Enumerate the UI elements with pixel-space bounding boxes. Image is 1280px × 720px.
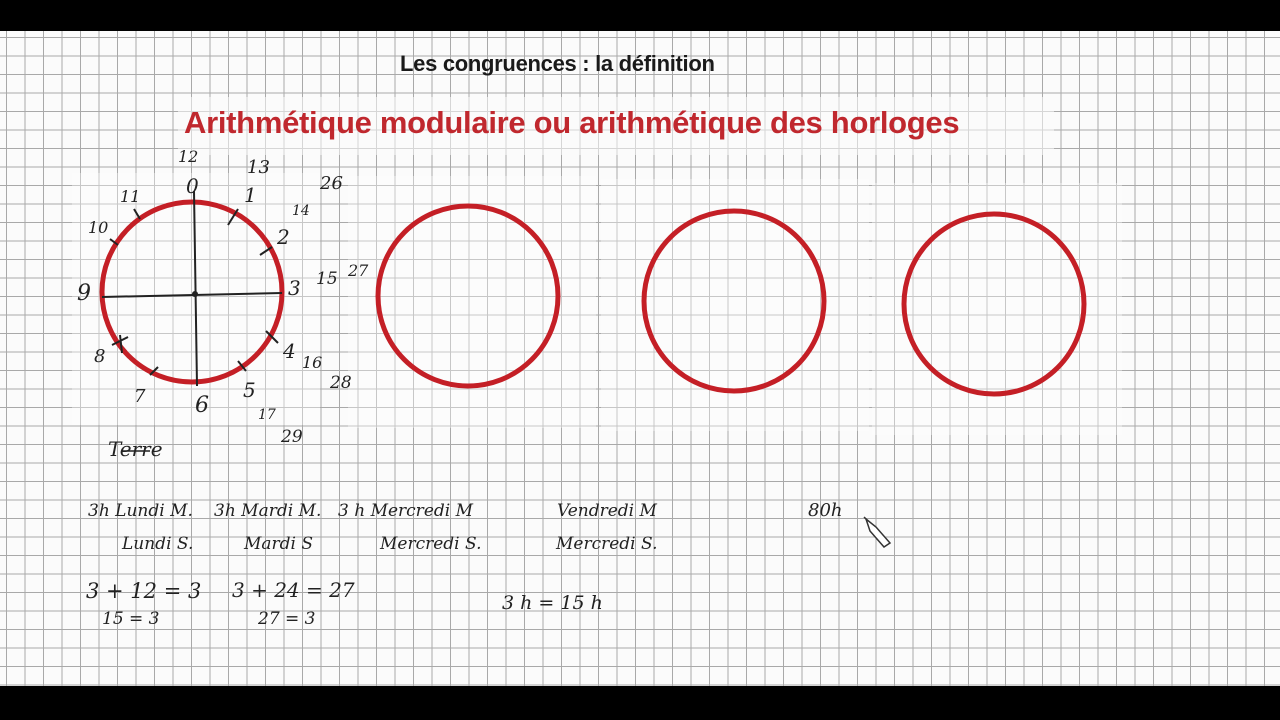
- clock-circle-3: [644, 211, 824, 391]
- note-col4-line2: Mercredi S.: [556, 534, 658, 554]
- note-col2-line2: Mardi S: [244, 534, 314, 554]
- grid-paper: [0, 31, 1280, 686]
- equation-2-line2: 27 = 3: [258, 609, 316, 629]
- hour-label-6: 6: [195, 393, 209, 418]
- hour-label-27: 27: [348, 261, 369, 280]
- equation-1-line1: 3 + 12 = 3: [86, 579, 202, 603]
- clock-circle-4: [904, 214, 1084, 394]
- hour-label-12: 12: [178, 147, 199, 166]
- hour-label-2: 2: [277, 225, 290, 249]
- note-col5-line1: 80h: [808, 500, 843, 521]
- earth-clock: [102, 191, 282, 386]
- hour-label-4: 4: [283, 339, 296, 363]
- clock-caption-terre: Terre: [108, 437, 163, 461]
- clock-center-dot: [192, 291, 198, 297]
- pen-cursor-icon: [864, 517, 890, 547]
- hour-label-11: 11: [120, 187, 141, 206]
- equation-3: 3 h = 15 h: [502, 592, 603, 614]
- page-subtitle: Arithmétique modulaire ou arithmétique des horloges: [184, 105, 960, 140]
- hour-label-29: 29: [281, 427, 303, 447]
- tick-11: [134, 209, 140, 219]
- hour-label-14: 14: [292, 203, 310, 219]
- note-col1-line2: Lundi S.: [122, 534, 194, 554]
- clock-horizontal-axis: [102, 293, 282, 297]
- hour-label-3: 3: [288, 276, 301, 300]
- equation-1-line2: 15 = 3: [102, 609, 160, 629]
- note-col4-line1: Vendredi M: [557, 501, 657, 521]
- hour-label-8: 8: [94, 346, 106, 367]
- earth-clock-circle: [102, 202, 282, 382]
- hour-label-17: 17: [258, 407, 276, 423]
- note-col3-line2: Mercredi S.: [380, 534, 482, 554]
- hour-label-0: 0: [186, 174, 199, 198]
- note-col3-line1: 3 h Mercredi M: [338, 501, 474, 521]
- clock-circle-2: [378, 206, 558, 386]
- note-col2-line1: 3h Mardi M.: [214, 501, 322, 521]
- clock-vertical-axis: [194, 191, 197, 386]
- hour-label-9: 9: [77, 281, 91, 306]
- hour-label-10: 10: [88, 218, 109, 237]
- note-col1-line1: 3h Lundi M.: [88, 501, 193, 521]
- hour-label-7: 7: [134, 386, 146, 407]
- equation-2-line1: 3 + 24 = 27: [232, 578, 355, 602]
- hour-label-15: 15: [316, 269, 338, 289]
- hour-label-26: 26: [320, 173, 343, 194]
- hour-label-13: 13: [247, 157, 270, 178]
- page-title: Les congruences : la définition: [400, 51, 715, 76]
- hour-label-16: 16: [302, 353, 323, 372]
- hour-label-1: 1: [244, 183, 257, 207]
- hour-label-5: 5: [243, 378, 256, 402]
- hour-label-28: 28: [330, 373, 352, 393]
